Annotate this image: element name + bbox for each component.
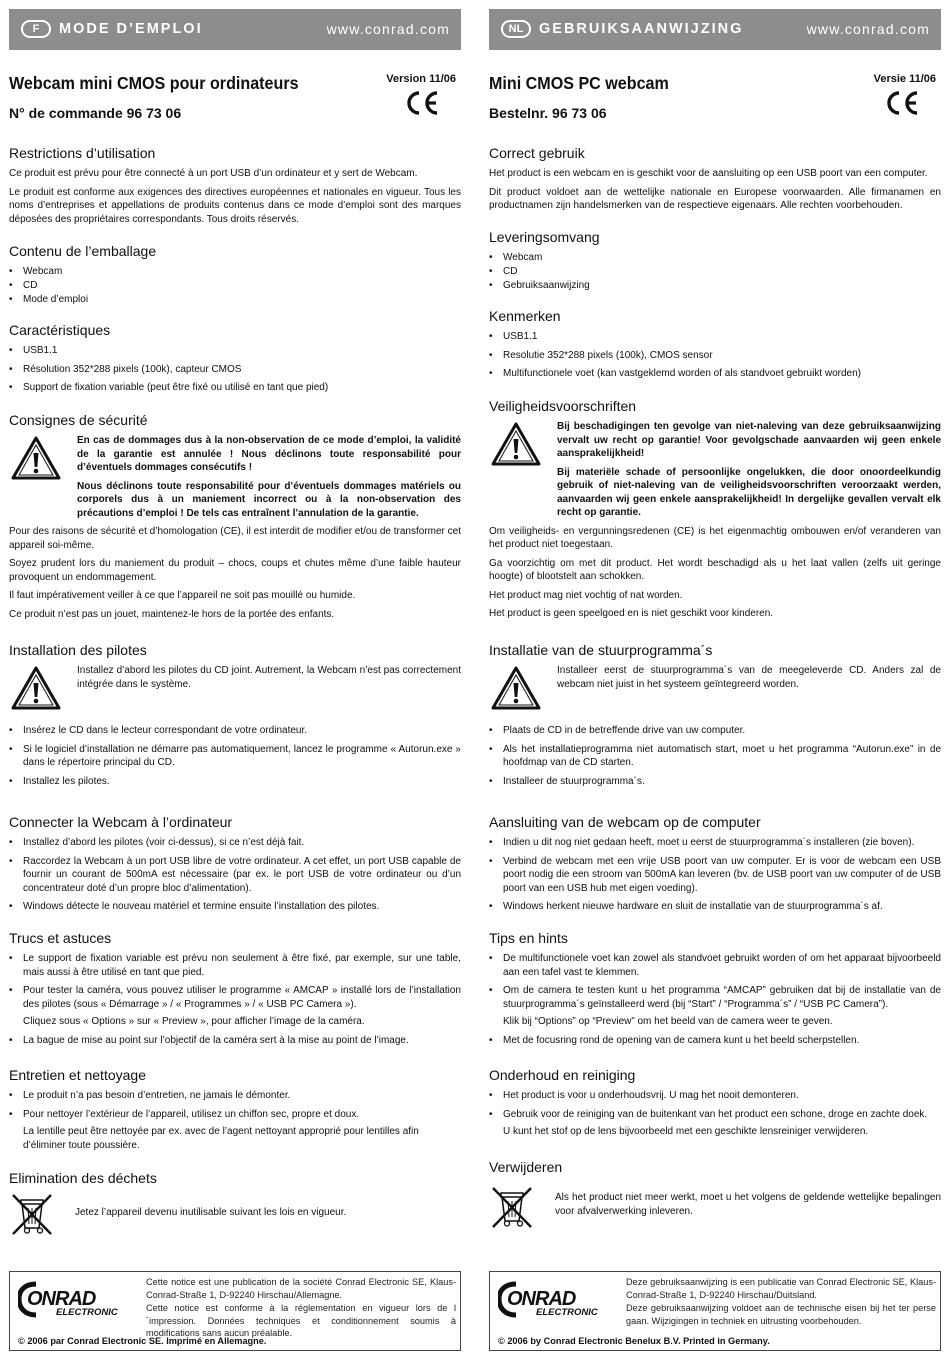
section-connect [489,814,941,919]
list-item: • Resolutie 352*288 pixels (100k), CMOS sensor [489,349,941,363]
footer-text: Deze gebruiksaanwijzing is een publicatie van Conrad Electronic SE, Klaus-Conrad-Straße 1, D-92240 Hirschau/Duitsland. [626,1277,936,1300]
warning-text: Bij beschadigingen ten gevolge van niet-naleving van deze gebruiksaanwijzing vervalt uw recht op garantie! Voor gevolgschade aanvaarden wij geen enkele aansprakelijkheid! [557,421,941,459]
list-item: • Gebruiksaanwijzing [489,279,941,293]
list-item: • Si le logiciel d’installation ne démarre pas automatiquement, lancez le programme « Autorun.exe » dans le répertoire principal du CD. [9,743,461,770]
list-item: • CD [9,279,461,293]
list-item: • Als het installatieprogramma niet automatisch start, moet u het programma “Autorun.exe” in de hoofdmap van de CD starten. [489,743,941,770]
warning-text: Installeer eerst de stuurprogramma´s van de meegeleverde CD. Anders zal de webcam niet juist in het systeem geïntegreerd worden. [557,665,941,690]
section-correct-use [489,145,941,218]
banner-title-nl: GEBRUIKSAANWIJZING [539,21,744,37]
safety-warning [489,420,941,525]
section-title: Onderhoud en reiniging [489,1067,636,1083]
list-item: • Pour nettoyer l’extérieur de l’appareil, utilisez un chiffon sec, propre et doux. [9,1108,461,1122]
product-title-fr: Webcam mini CMOS pour ordinateurs [9,73,299,93]
section-safety [489,398,941,626]
list-item: • Installez d’abord les pilotes (voir ci-dessus), si ce n’est déjà fait. [9,836,461,850]
section-features [9,322,461,400]
paragraph: Om veiligheids- en vergunningsredenen (CE) is het eigenmachtig ombouwen en/of veranderen van het product niet toegestaan. [489,525,941,550]
list-item: • Pour tester la caméra, vous pouvez utiliser le programme « AMCAP » installé lors de l’installation des pilotes (sous « Démarrage » / « Programmes » / « USB PC Camera »). [9,984,461,1011]
list-item: • Le support de fixation variable est prévu non seulement à être fixé, par exemple, sur une table, mais aussi à être utilisé en tant que pied. [9,952,461,979]
list-item: • Webcam [9,265,461,279]
section-disposal [489,1159,941,1229]
banner-title-fr: MODE D’EMPLOI [59,21,203,37]
disposal-text: Als het product niet meer werkt, moet u het volgens de geldende wettelijke bepalingen voor afvalverwerking inleveren. [555,1192,941,1217]
section-title: Elimination des déchets [9,1170,157,1186]
version-fr: Version 11/06 [386,73,456,85]
copyright-nl: © 2006 by Conrad Electronic Benelux B.V. Printed in Germany. [498,1336,770,1346]
section-title: Correct gebruik [489,145,585,161]
paragraph: Il faut impérativement veiller à ce que l’appareil ne soit pas mouillé ou humide. [9,590,356,601]
list-item: • USB1.1 [489,330,941,344]
section-title: Installation des pilotes [9,642,147,658]
section-package-contents [489,229,941,293]
list-item: • Indien u dit nog niet gedaan heeft, moet u eerst de stuurprogramma´s installeren (zie boven). [489,836,941,850]
conrad-logo-icon [18,1280,138,1320]
section-title: Aansluiting van de webcam op de computer [489,814,761,830]
order-number-nl: Bestelnr. 96 73 06 [489,105,607,121]
order-number-fr: N° de commande 96 73 06 [9,105,182,121]
list-item: • Insérez le CD dans le lecteur correspondant de votre ordinateur. [9,724,461,738]
footer-text: Deze gebruiksaanwijzing voldoet aan de technische eisen bij het ter perse gaan. Wijzigingen in techniek en uitrusting voorbehouden. [626,1303,936,1326]
list-item: • Support de fixation variable (peut être fixé ou utilisé en tant que pied) [9,381,461,395]
ce-mark-icon [403,90,441,116]
list-item: • Installeer de stuurprogramma´s. [489,775,941,789]
copyright-fr: © 2006 par Conrad Electronic SE. Imprimé en Allemagne. [18,1336,267,1346]
list-item: • Verbind de webcam met een vrije USB poort van uw computer. Er is voor de webcam een USB poort nodig die een stroom van 500mA kan leveren (bv. de USB poort van uw computer of de USB poort van een USB hub met eigen voeding). [489,855,941,896]
section-title: Contenu de l’emballage [9,243,157,259]
paragraph: Soyez prudent lors du maniement du produit – chocs, coups et chutes même d’une faible hauteur provoquent un endommagement. [9,558,461,583]
section-maintenance [489,1067,941,1144]
crossed-bin-icon [9,1192,55,1236]
paragraph: Het product is geen speelgoed en is niet geschikt voor kinderen. [489,608,774,619]
section-title: Installatie van de stuurprogramma´s [489,642,713,658]
list-item-continuation: U kunt het stof op de lens bijvoorbeeld met een geschikte lensreiniger verwijderen. [503,1126,869,1137]
list-item: • La bague de mise au point sur l’objectif de la caméra sert à la mise au point de l’image. [9,1034,461,1048]
section-driver-install [489,642,941,793]
section-tips [9,930,461,1052]
conrad-logo-icon [498,1280,618,1320]
list-item: • Le produit n’a pas besoin d’entretien, ne jamais le démonter. [9,1089,461,1103]
paragraph: Dit product voldoet aan de wettelijke nationale en Europese voorwaarden. Alle firmanamen en productnamen zijn handelsmerken van de respectieve eigenaars. Alle rechten voorbehouden. [489,186,941,211]
section-driver-install [9,642,461,793]
version-nl: Versie 11/06 [873,73,936,85]
section-connect [9,814,461,919]
section-title: Caractéristiques [9,322,111,338]
section-title: Tips en hints [489,930,568,946]
list-item: • Met de focusring rond de opening van de camera kunt u het beeld scherpstellen. [489,1034,941,1048]
crossed-bin-icon [489,1185,535,1229]
warning-text: Installez d’abord les pilotes du CD joint. Autrement, la Webcam n’est pas correctement intégrée dans le système. [77,665,461,690]
section-disposal [9,1170,461,1236]
section-tips [489,930,941,1052]
section-title: Kenmerken [489,308,561,324]
warning-icon [491,422,541,466]
section-title: Trucs et astuces [9,930,112,946]
paragraph: Le produit est conforme aux exigences des directives européennes et nationales en vigueur. Tous les noms d’entreprises et appellations de produits contenus dans ce mode d’emploi sont des marques déposées des propriétaires correspondants. Tous droits réservés. [9,186,461,225]
section-title: Verwijderen [489,1159,563,1175]
warning-text: Bij materiële schade of persoonlijke ongelukken, die door onoordeelkundig gebruik of niet-naleving van de veiligheidsvoorschriften veroorzaakt werden, aanvaarden wij geen enkele aansprakelijkheid! In dergelijke gevallen vervalt elk recht op garantie. [557,466,941,518]
section-title: Entretien et nettoyage [9,1067,146,1083]
list-item-continuation: Klik bij “Options” op “Preview” om het beeld van de camera weer te geven. [503,1016,833,1027]
list-item: • Installez les pilotes. [9,775,461,789]
ce-mark-icon [883,90,921,116]
product-header-fr [9,50,461,144]
paragraph: Het product is een webcam en is geschikt voor de aansluiting op een USB poort van een computer. [489,168,928,179]
driver-warning [9,664,461,710]
section-title: Connecter la Webcam à l’ordinateur [9,814,233,830]
paragraph: Het product mag niet vochtig of nat worden. [489,589,683,601]
list-item: • Gebruik voor de reiniging van de buitenkant van het product een schone, droge en zachte doek. [489,1108,941,1122]
disposal-notice [9,1192,461,1236]
section-title: Veiligheidsvoorschriften [489,398,637,414]
french-header-banner [9,9,461,50]
language-badge-nl: NL [501,20,531,38]
safety-warning [9,434,461,525]
dutch-header-banner [489,9,941,50]
warning-icon [11,436,61,480]
list-item: • Multifunctionele voet (kan vastgeklemd worden of als standvoet gebruikt worden) [489,367,941,381]
footer-fr [9,1271,461,1351]
footer-text: Cette notice est une publication de la société Conrad Electronic SE, Klaus-Conrad-Straße 1, D-92240 Hirschau/Allemagne. [146,1277,456,1300]
language-badge-fr: F [21,20,51,38]
list-item: • Plaats de CD in de betreffende drive van uw computer. [489,724,941,738]
banner-url-nl: www.conrad.com [806,21,930,37]
list-item: • Webcam [489,251,941,265]
list-item: • De multifunctionele voet kan zowel als standvoet gebruikt worden of om het apparaat bijvoorbeeld aan een tafel vast te klemmen. [489,952,941,979]
list-item: • CD [489,265,941,279]
product-title-nl: Mini CMOS PC webcam [489,73,669,93]
section-maintenance [9,1067,461,1157]
french-column [9,9,461,1218]
paragraph: Pour des raisons de sécurité et d’homologation (CE), il est interdit de modifier et/ou de transformer cet appareil soi-même. [9,526,461,551]
list-item: • Résolution 352*288 pixels (100k), capteur CMOS [9,363,461,377]
list-item: • Het product is voor u onderhoudsvrij. U mag het nooit demonteren. [489,1089,941,1103]
section-title: Consignes de sécurité [9,412,148,428]
paragraph: Ce produit est prévu pour être connecté à un port USB d’un ordinateur et y sert de Webcam. [9,168,418,179]
list-item: • Raccordez la Webcam à un port USB libre de votre ordinateur. A cet effet, un port USB capable de fournir un courant de 500mA est nécessaire (par ex. le port USB de votre ordinateur ou d’un concentrateur doté d’un propre bloc d’alimentation). [9,855,461,896]
section-restrictions [9,145,461,231]
paragraph: Ga voorzichtig om met dit product. Het wordt beschadigd als u het laat vallen (zelfs uit geringe hoogte) of blootstelt aan schokken. [489,557,941,582]
list-item: • Windows détecte le nouveau matériel et termine ensuite l’installation des pilotes. [9,900,461,914]
section-safety [9,412,461,626]
list-item: • USB1.1 [9,344,461,358]
paragraph: Ce produit n’est pas un jouet, maintenez-le hors de la portée des enfants. [9,608,335,620]
warning-icon [11,666,61,710]
list-item: • Mode d’emploi [9,293,461,307]
driver-warning [489,664,941,710]
section-title: Restrictions d’utilisation [9,145,156,161]
section-package-contents [9,243,461,307]
list-item-continuation: Cliquez sous « Options » sur « Preview », pour afficher l’image de la caméra. [23,1016,365,1027]
footer-text: Cette notice est conforme à la réglementation en vigueur lors de l´impression. Données techniques et conditionnement soumis à modifications sans aucun préalable. [146,1303,456,1339]
warning-icon [491,666,541,710]
section-title: Leveringsomvang [489,229,600,245]
disposal-notice [489,1181,941,1229]
disposal-text: Jetez l’appareil devenu inutilisable suivant les lois en vigueur. [75,1207,347,1218]
section-features [489,308,941,386]
dutch-column [489,9,941,1217]
warning-text: Nous déclinons toute responsabilité pour d’éventuels dommages matériels ou corporels dus à un maniement incorrect ou à la non-observation des précautions d’emploi ! De tels cas entraînent l’annulation de la garantie. [77,480,461,519]
banner-url-fr: www.conrad.com [326,21,450,37]
list-item: • Om de camera te testen kunt u het programma “AMCAP” gebruiken dat bij de installatie van de stuurprogramma´s geïnstalleerd werd (bij “Start” / “Programma´s” / “USB PC Camera”). [489,984,941,1011]
product-header-nl [489,50,941,144]
warning-text: En cas de dommages dus à la non-observation de ce mode d’emploi, la validité de la garantie est annulée ! Nous déclinons toute responsabilité pour d’éventuels dommages consécutifs ! [77,435,461,473]
list-item: • Windows herkent nieuwe hardware en sluit de installatie van de stuurprogramma´s af. [489,900,941,914]
footer-nl [489,1271,941,1351]
list-item-continuation: La lentille peut être nettoyée par ex. avec de l’agent nettoyant approprié pour lentilles afin d’éliminer toute poussière. [23,1126,419,1151]
